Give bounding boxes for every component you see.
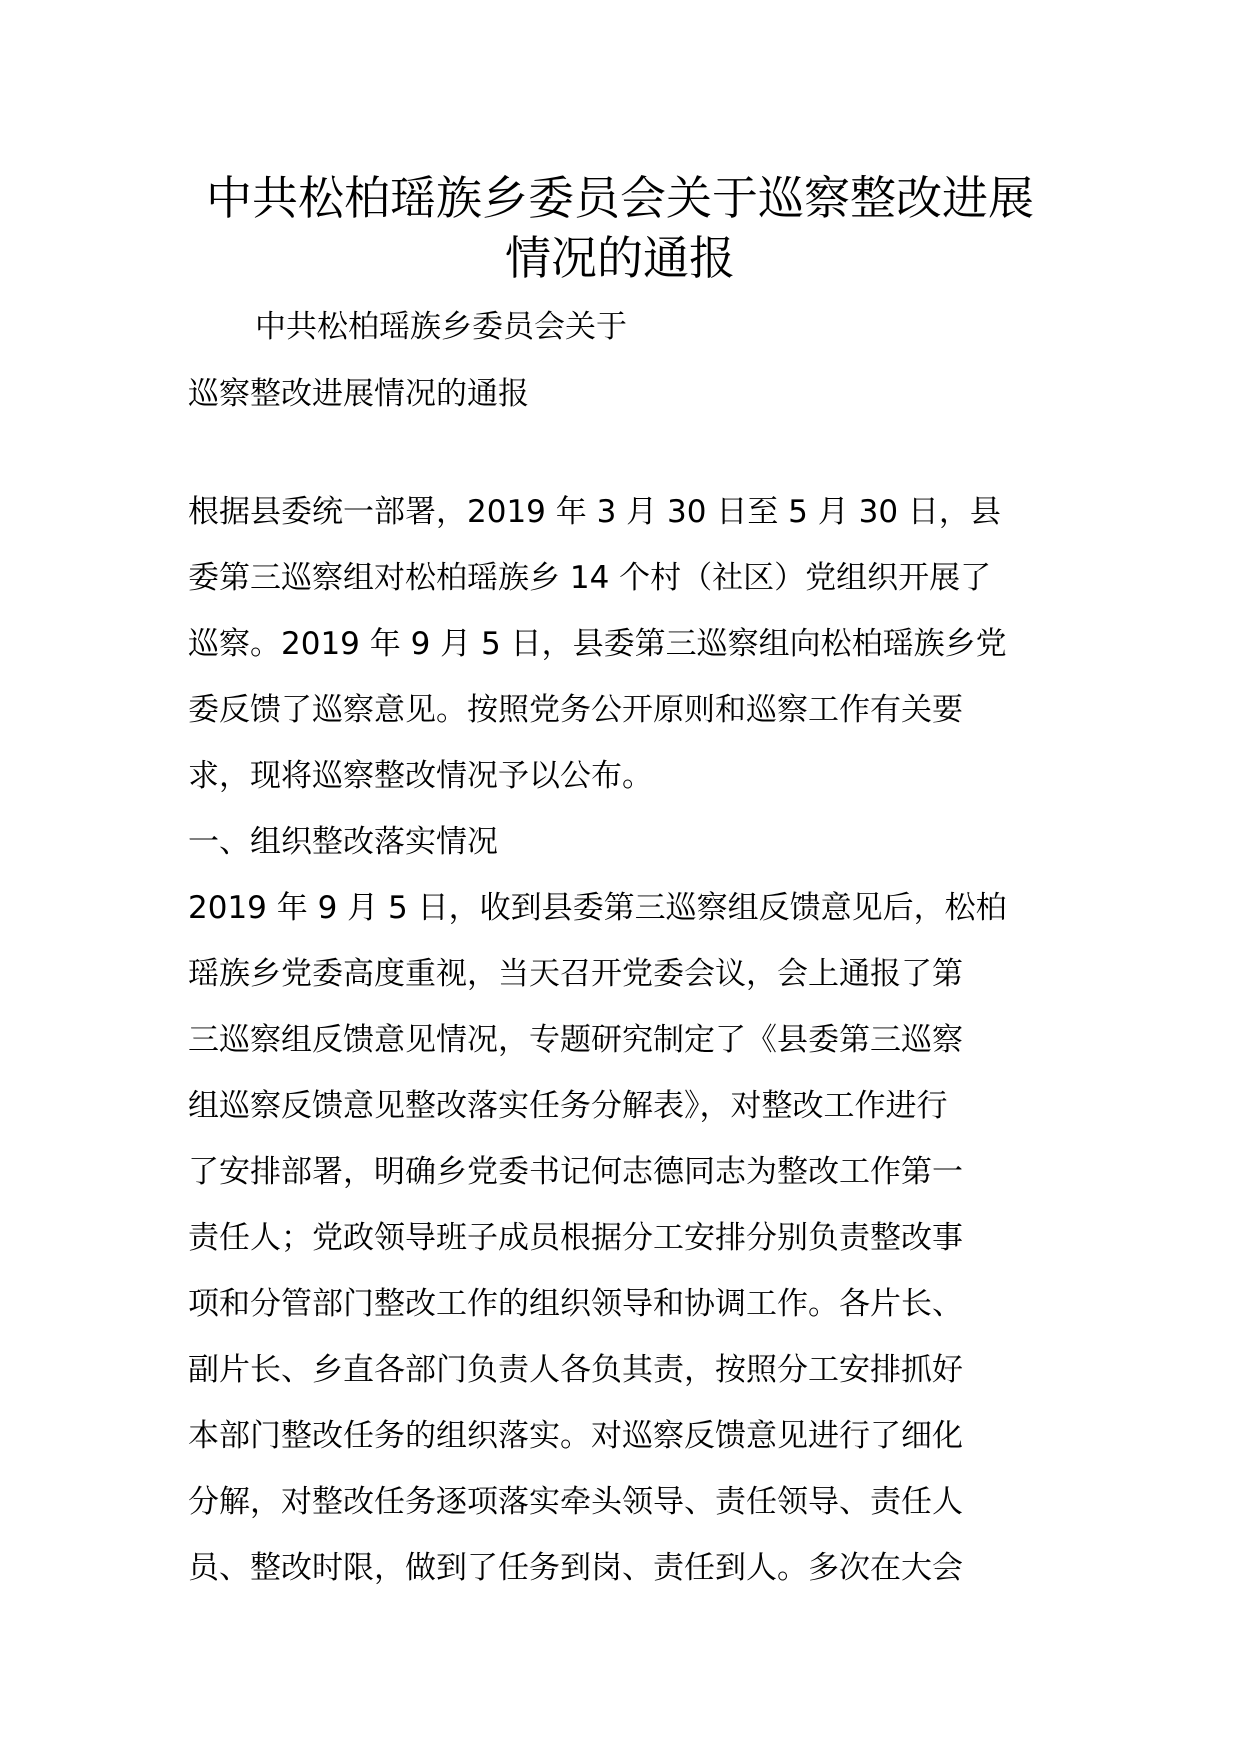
body-line: 组巡察反馈意见整改落实任务分解表》，对整改工作进行 (188, 1088, 948, 1124)
body-line: 项和分管部门整改工作的组织领导和协调工作。各片长、 (188, 1286, 963, 1322)
body-line: 2019 年 9 月 5 日，收到县委第三巡察组反馈意见后，松柏 (188, 890, 1007, 926)
body-line: 瑶族乡党委高度重视，当天召开党委会议，会上通报了第 (188, 956, 963, 992)
section-heading: 一、组织整改落实情况 (188, 824, 498, 860)
document-title-line-2: 情况的通报 (505, 231, 735, 285)
body-line: 责任人；党政领导班子成员根据分工安排分别负责整改事 (188, 1220, 963, 1256)
body-line: 本部门整改任务的组织落实。对巡察反馈意见进行了细化 (188, 1418, 963, 1454)
document-title (150, 168, 1090, 288)
body-line: 根据县委统一部署，2019 年 3 月 30 日至 5 月 30 日，县 (188, 494, 1001, 530)
body-line: 委反馈了巡察意见。按照党务公开原则和巡察工作有关要 (188, 692, 963, 728)
subtitle-line-1: 中共松柏瑶族乡委员会关于 (255, 309, 627, 345)
body-line: 员、整改时限，做到了任务到岗、责任到人。多次在大会 (188, 1550, 963, 1586)
body-line: 分解，对整改任务逐项落实牵头领导、责任领导、责任人 (188, 1484, 963, 1520)
body-line: 巡察。2019 年 9 月 5 日，县委第三巡察组向松柏瑶族乡党 (188, 626, 1007, 662)
body-line: 副片长、乡直各部门负责人各负其责，按照分工安排抓好 (188, 1352, 963, 1388)
subtitle-line-2: 巡察整改进展情况的通报 (188, 376, 529, 412)
body-line: 三巡察组反馈意见情况，专题研究制定了《县委第三巡察 (188, 1022, 963, 1058)
body-line: 委第三巡察组对松柏瑶族乡 14 个村（社区）党组织开展了 (188, 560, 992, 596)
document-title-line-1: 中共松柏瑶族乡委员会关于巡察整改进展 (206, 171, 1034, 225)
body-line: 了安排部署，明确乡党委书记何志德同志为整改工作第一 (188, 1154, 963, 1190)
body-line: 求，现将巡察整改情况予以公布。 (188, 758, 653, 794)
